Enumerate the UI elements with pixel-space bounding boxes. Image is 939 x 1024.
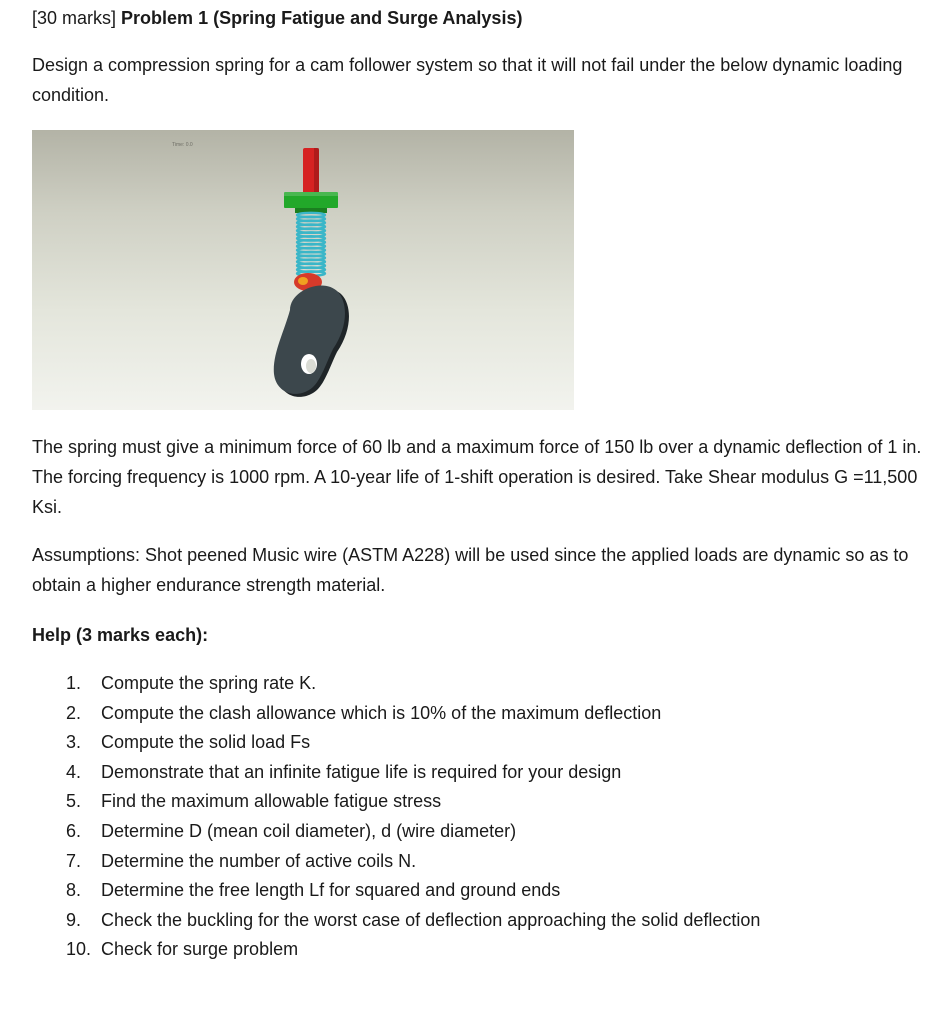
help-step-item <box>66 935 760 965</box>
intro-paragraph: Design a compression spring for a cam follower system so that it will not fail under the below dynamic loading condition. <box>32 55 903 105</box>
help-step-text: Determine the number of active coils N. <box>101 850 417 871</box>
cam-profile <box>274 285 345 393</box>
help-step-text: Check the buckling for the worst case of deflection approaching the solid deflection <box>101 909 761 930</box>
time-label: Time: 0.0 <box>172 142 193 148</box>
help-step-item <box>66 787 760 817</box>
help-step-number: 9. <box>66 909 82 930</box>
collar-highlight <box>284 192 338 196</box>
help-step-number: 3. <box>66 732 82 753</box>
help-steps-list <box>66 669 760 965</box>
help-step-item <box>66 758 760 788</box>
help-step-text: Compute the solid load Fs <box>101 732 311 753</box>
help-step-text: Check for surge problem <box>101 939 299 960</box>
cam-follower-figure <box>32 130 574 410</box>
marks-label: [30 marks] <box>32 8 117 28</box>
help-step-number: 10. <box>66 939 92 960</box>
help-step-number: 4. <box>66 761 82 782</box>
compression-spring <box>297 213 325 276</box>
help-step-text: Determine D (mean coil diameter), d (wire diameter) <box>101 820 517 841</box>
help-step-item <box>66 669 760 699</box>
help-step-number: 2. <box>66 702 82 723</box>
help-step-item <box>66 847 760 877</box>
help-step-item <box>66 876 760 906</box>
help-step-number: 7. <box>66 850 82 871</box>
problem-heading <box>32 3 522 33</box>
roller-highlight <box>298 277 308 285</box>
loading-conditions-paragraph: The spring must give a minimum force of 60 lb and a maximum force of 150 lb over a dynamic deflection of 1 in. The forcing frequency is 1000 rpm. A 10-year life of 1-shift operation is desired. Take Shear modulus G =11,500 Ksi. <box>32 437 922 517</box>
help-step-item <box>66 817 760 847</box>
help-step-text: Demonstrate that an infinite fatigue life is required for your design <box>101 761 622 782</box>
help-step-number: 5. <box>66 791 82 812</box>
help-step-item <box>66 906 760 936</box>
help-step-number: 6. <box>66 820 82 841</box>
help-step-text: Compute the spring rate K. <box>101 673 317 693</box>
help-title: Help (3 marks each): <box>32 625 209 645</box>
problem-title: Problem 1 (Spring Fatigue and Surge Analysis) <box>121 8 523 28</box>
help-step-text: Find the maximum allowable fatigue stress <box>101 791 442 812</box>
cam-follower-illustration <box>32 130 574 410</box>
help-step-number: 8. <box>66 880 82 901</box>
assumptions-paragraph: Assumptions: Shot peened Music wire (ASTM A228) will be used since the applied loads are dynamic so as to obtain a higher endurance strength material. <box>32 545 909 595</box>
help-step-item <box>66 728 760 758</box>
cam-hole-inner <box>306 359 316 373</box>
help-step-text: Determine the free length Lf for squared and ground ends <box>101 880 561 901</box>
help-step-number: 1. <box>66 673 82 693</box>
help-step-text: Compute the clash allowance which is 10% of the maximum deflection <box>101 702 662 723</box>
help-step-item <box>66 699 760 729</box>
